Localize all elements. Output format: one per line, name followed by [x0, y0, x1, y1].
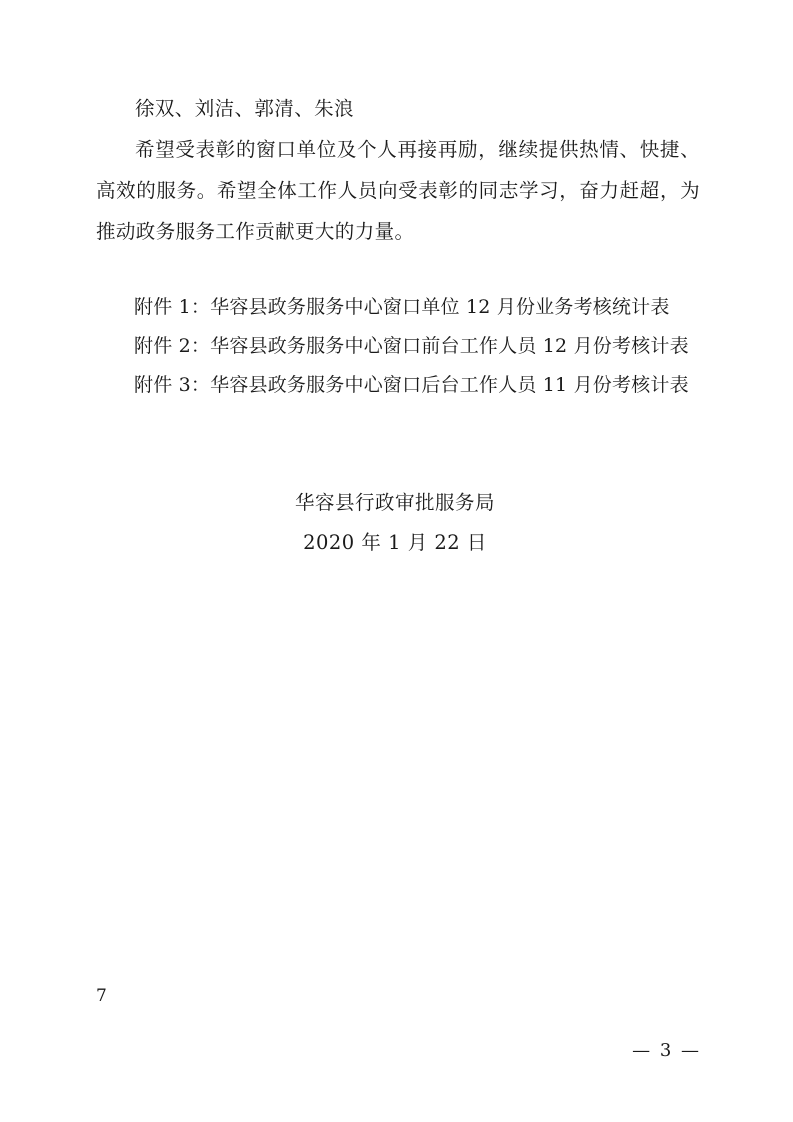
attachment-item-2: 附件 2：华容县政务服务中心窗口前台工作人员 12 月份考核计表 — [134, 335, 689, 357]
attachment-item-3: 附件 3：华容县政务服务中心窗口后台工作人员 11 月份考核计表 — [134, 374, 689, 396]
footer-mark: 7 — [96, 986, 107, 1006]
attachment-item-1: 附件 1：华容县政务服务中心窗口单位 12 月份业务考核统计表 — [134, 296, 670, 318]
page-number: — 3 — — [632, 1040, 701, 1061]
signature-organization: 华容县行政审批服务局 — [294, 491, 495, 514]
document-body — [96, 88, 700, 563]
signature-date: 2020 年 1 月 22 日 — [303, 531, 487, 554]
signature-block — [96, 483, 700, 563]
body-paragraph: 希望受表彰的窗口单位及个人再接再励，继续提供热情、快捷、高效的服务。希望全体工作人员向受表彰的同志学习，奋力赶超，为推动政务服务工作贡献更大的力量。 — [96, 138, 700, 243]
names-line: 徐双、刘洁、郭清、朱浪 — [135, 97, 354, 120]
attachment-list — [96, 288, 700, 405]
